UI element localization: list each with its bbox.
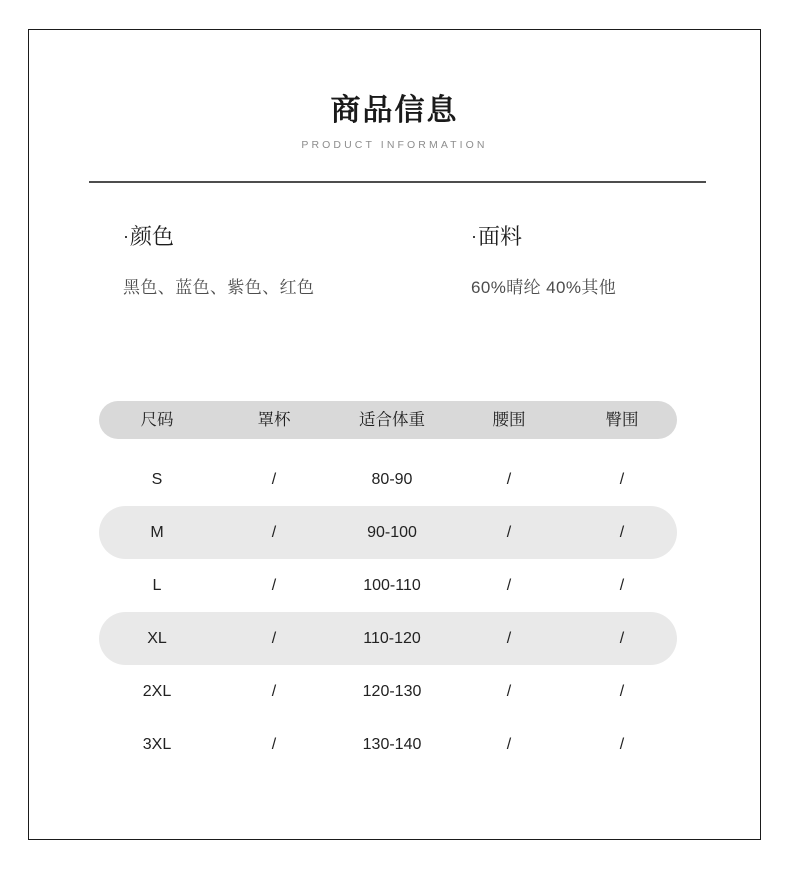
cell-weight: 120-130 — [362, 682, 422, 700]
cell-size: 2XL — [142, 682, 172, 700]
cell-hip: / — [619, 629, 625, 647]
cell-hip: / — [619, 523, 625, 541]
cell-cup: / — [271, 523, 277, 541]
cell-size: M — [150, 523, 164, 541]
spec-value-fabric: 60%晴纶 40%其他 — [471, 278, 617, 297]
bullet-dot-icon: · — [471, 226, 477, 246]
spec-block-fabric — [471, 226, 616, 298]
spec-label-color-text: 颜色 — [130, 224, 175, 249]
column-header-waist: 腰围 — [492, 410, 526, 429]
cell-weight: 100-110 — [363, 576, 421, 594]
page-subtitle: PRODUCT INFORMATION — [301, 138, 488, 151]
table-header-row — [99, 401, 677, 439]
cell-hip: / — [619, 576, 625, 594]
cell-size: S — [151, 470, 163, 488]
cell-waist: / — [506, 629, 512, 647]
table-row — [99, 612, 677, 665]
cell-weight: 80-90 — [371, 470, 413, 488]
column-header-weight: 适合体重 — [359, 410, 425, 429]
cell-size: L — [152, 576, 162, 594]
bullet-dot-icon: · — [123, 226, 129, 246]
header-divider — [89, 181, 706, 183]
cell-waist: / — [506, 523, 512, 541]
spec-value-color: 黑色、蓝色、紫色、红色 — [123, 278, 315, 297]
size-table — [99, 401, 677, 771]
cell-weight: 90-100 — [367, 523, 417, 541]
cell-size: 3XL — [142, 735, 172, 753]
spec-label-fabric — [471, 226, 616, 248]
cell-hip: / — [619, 682, 625, 700]
page-title: 商品信息 — [330, 94, 459, 127]
column-header-hip: 臀围 — [605, 410, 639, 429]
cell-weight: 130-140 — [362, 735, 422, 753]
cell-waist: / — [506, 576, 512, 594]
content-frame — [28, 29, 761, 840]
cell-waist: / — [506, 682, 512, 700]
spec-label-fabric-text: 面料 — [478, 224, 523, 249]
cell-hip: / — [619, 470, 625, 488]
page-header — [29, 30, 760, 151]
table-row — [99, 665, 677, 718]
spec-block-color — [123, 226, 314, 298]
spec-label-color — [123, 226, 314, 248]
cell-cup: / — [271, 629, 277, 647]
table-row — [99, 506, 677, 559]
cell-waist: / — [506, 470, 512, 488]
cell-cup: / — [271, 735, 277, 753]
cell-cup: / — [271, 576, 277, 594]
cell-waist: / — [506, 735, 512, 753]
cell-cup: / — [271, 682, 277, 700]
cell-size: XL — [147, 629, 167, 647]
cell-cup: / — [271, 470, 277, 488]
table-row — [99, 559, 677, 612]
column-header-size: 尺码 — [140, 410, 174, 429]
spec-section — [29, 226, 760, 346]
cell-weight: 110-120 — [363, 629, 421, 647]
table-row — [99, 453, 677, 506]
table-row — [99, 718, 677, 771]
column-header-cup: 罩杯 — [257, 410, 291, 429]
cell-hip: / — [619, 735, 625, 753]
